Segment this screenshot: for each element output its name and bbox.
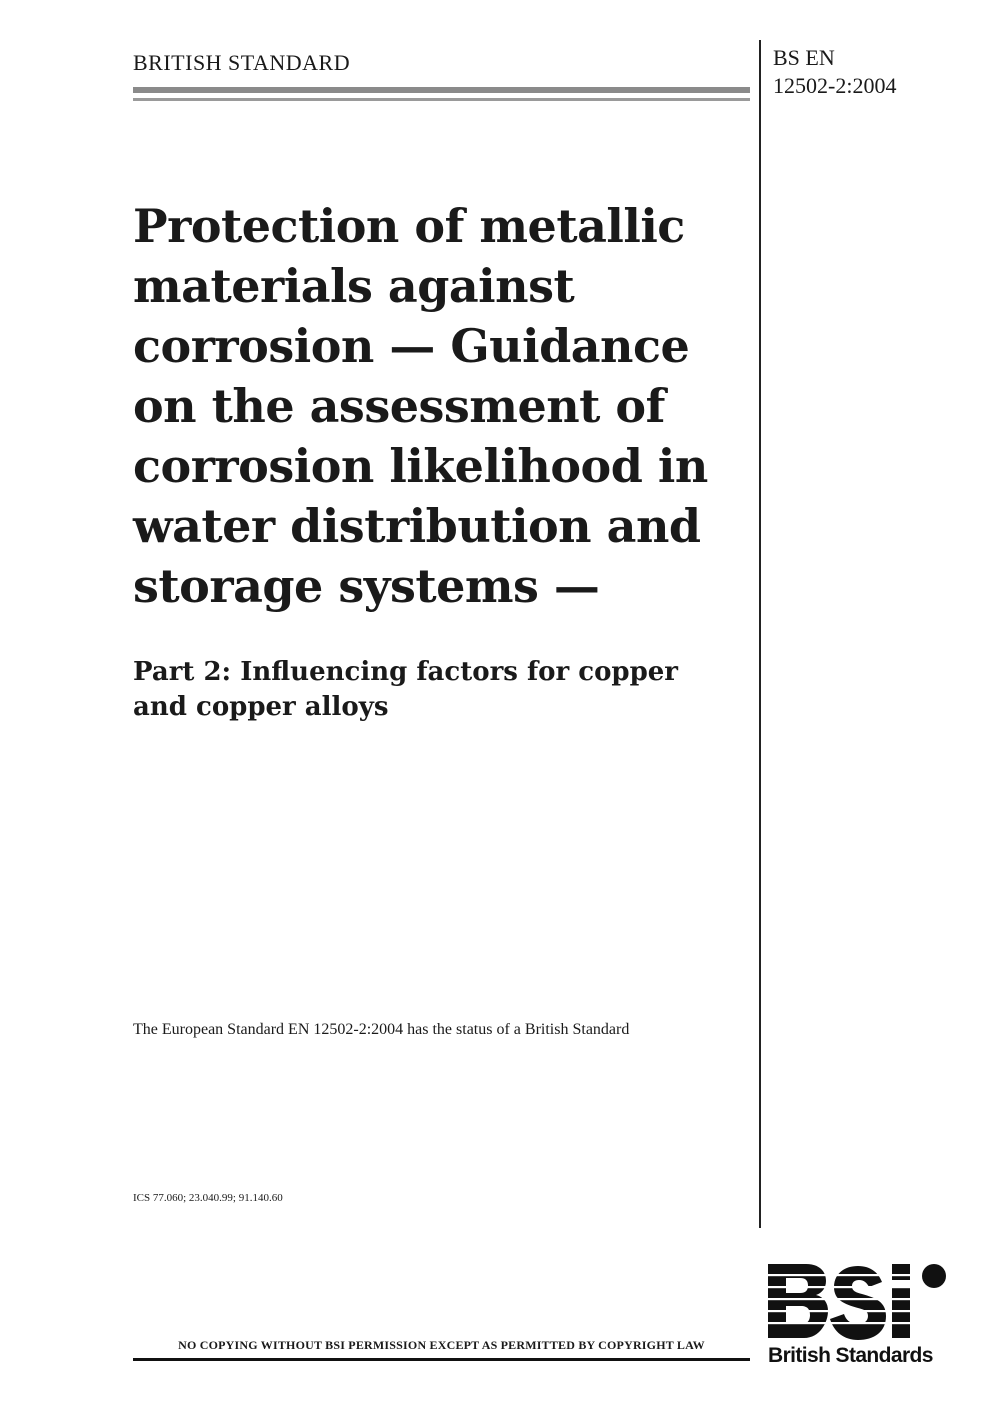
status-note: The European Standard EN 12502-2:2004 has the status of a British Standard [133, 1021, 630, 1038]
header-rule-thick [133, 87, 750, 93]
document-type-label: BRITISH STANDARD [133, 50, 351, 75]
footer-rule [133, 1358, 750, 1361]
standard-number-line1: BS EN [773, 45, 835, 70]
standard-number [773, 44, 896, 100]
part-title: Part 2: Influencing factors for copper and copper alloys [133, 657, 679, 722]
bsi-tagline: British Standards [768, 1344, 933, 1367]
standard-number-line2: 12502-2:2004 [773, 73, 897, 98]
vertical-divider [759, 40, 761, 1228]
ics-codes: ICS 77.060; 23.040.99; 91.140.60 [133, 1192, 283, 1204]
copyright-notice: NO COPYING WITHOUT BSI PERMISSION EXCEPT AS PERMITTED BY COPYRIGHT LAW [178, 1338, 705, 1352]
header-rule-thin [133, 98, 750, 101]
main-title: Protection of metallic materials against corrosion — Guidance on the assessment of corrosion likelihood in water distribution and storage systems — [133, 199, 708, 613]
bsi-logo [768, 1262, 946, 1342]
